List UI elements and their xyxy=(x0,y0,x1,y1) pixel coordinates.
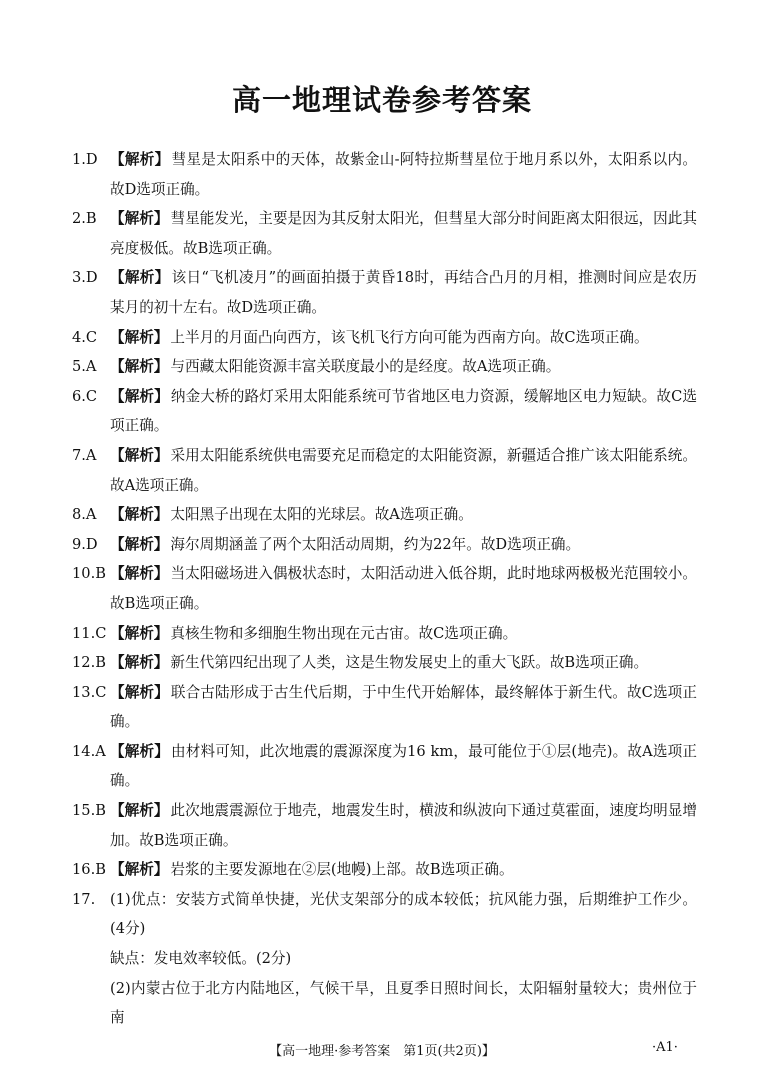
answer-text: 当太阳磁场进入偶极状态时，太阳活动进入低谷期，此时地球两极极光范围较小。故B选项正确。 xyxy=(110,565,697,612)
answer-item-8 xyxy=(72,500,697,530)
analysis-tag: 【解析】 xyxy=(110,358,169,376)
answer-item-11 xyxy=(72,619,697,649)
answer-item-6 xyxy=(72,382,697,441)
question-number: 16.B xyxy=(72,861,106,879)
answer-text: 彗星能发光，主要是因为其反射太阳光，但彗星大部分时间距离太阳很远，因此其亮度极低。故B选项正确。 xyxy=(110,210,697,257)
answer-text: 岩浆的主要发源地在②层(地幔)上部。故B选项正确。 xyxy=(170,861,514,879)
question-number: 6.C xyxy=(72,387,98,405)
answer-text: 新生代第四纪出现了人类，这是生物发展史上的重大飞跃。故B选项正确。 xyxy=(170,654,649,672)
analysis-tag: 【解析】 xyxy=(110,565,169,583)
answer-text: 该日“飞机凌月”的画面拍摄于黄昏18时，再结合凸月的月相，推测时间应是农历某月的初十左右。故D选项正确。 xyxy=(110,269,697,316)
answer-part-1: (1)优点：安装方式简单快捷，光伏支架部分的成本较低；抗风能力强，后期维护工作少。(4分) xyxy=(110,890,697,938)
answer-item-7 xyxy=(72,441,697,500)
answer-body xyxy=(110,441,697,500)
answer-body xyxy=(110,559,697,618)
answer-item-4 xyxy=(72,323,697,353)
footer-paper-code: ·A1· xyxy=(652,1040,678,1055)
answer-body xyxy=(110,323,697,353)
answer-body xyxy=(110,352,697,382)
answer-text: 此次地震震源位于地壳，地震发生时，横波和纵波向下通过莫霍面，速度均明显增加。故B选项正确。 xyxy=(110,802,697,849)
answer-item-9 xyxy=(72,530,697,560)
answer-body xyxy=(110,382,697,441)
answer-item-12 xyxy=(72,648,697,678)
question-number: 3.D xyxy=(72,269,98,287)
answer-body xyxy=(110,204,697,263)
answer-text: 太阳黑子出现在太阳的光球层。故A选项正确。 xyxy=(170,506,473,524)
analysis-tag: 【解析】 xyxy=(110,446,169,464)
question-number: 2.B xyxy=(72,210,97,228)
question-number: 9.D xyxy=(72,535,98,553)
analysis-tag: 【解析】 xyxy=(110,861,169,879)
answer-body xyxy=(110,796,697,855)
analysis-tag: 【解析】 xyxy=(110,654,169,672)
answer-body xyxy=(110,619,697,649)
answer-text: 真核生物和多细胞生物出现在元古宙。故C选项正确。 xyxy=(170,624,518,642)
answer-part-1b: 缺点：发电效率较低。(2分) xyxy=(110,950,292,968)
question-number: 8.A xyxy=(72,506,97,524)
answer-text: 由材料可知，此次地震的震源深度为16 km，最可能位于①层(地壳)。故A选项正确。 xyxy=(110,742,697,790)
analysis-tag: 【解析】 xyxy=(110,506,169,524)
question-number: 10.B xyxy=(72,565,106,583)
answer-part-2: (2)内蒙古位于北方内陆地区，气候干旱，且夏季日照时间长，太阳辐射量较大；贵州位于南 xyxy=(110,979,697,1027)
analysis-tag: 【解析】 xyxy=(110,535,169,553)
answer-item-15 xyxy=(72,796,697,855)
answer-text: 彗星是太阳系中的天体，故紫金山-阿特拉斯彗星位于地月系以外，太阳系以内。故D选项正确。 xyxy=(110,151,697,198)
answer-text: 海尔周期涵盖了两个太阳活动周期，约为22年。故D选项正确。 xyxy=(170,535,581,553)
answer-item-5 xyxy=(72,352,697,382)
answer-item-14 xyxy=(72,737,697,796)
analysis-tag: 【解析】 xyxy=(110,683,169,701)
analysis-tag: 【解析】 xyxy=(110,269,170,287)
analysis-tag: 【解析】 xyxy=(110,328,169,346)
question-number: 4.C xyxy=(72,328,98,346)
footer-page-info: 【高一地理·参考答案 第1页(共2页)】 xyxy=(269,1044,495,1059)
question-number: 13.C xyxy=(72,683,107,701)
question-number: 17. xyxy=(72,890,96,908)
page-title: 高一地理试卷参考答案 xyxy=(231,83,532,117)
answer-item-10 xyxy=(72,559,697,618)
answer-text: 上半月的月面凸向西方，该飞机飞行方向可能为西南方向。故C选项正确。 xyxy=(170,328,649,346)
answer-item-1 xyxy=(72,145,697,204)
question-number: 7.A xyxy=(72,446,97,464)
answer-body xyxy=(110,263,697,322)
answer-body xyxy=(110,885,697,1033)
analysis-tag: 【解析】 xyxy=(110,742,170,760)
answer-list xyxy=(72,145,697,1033)
answer-item-3 xyxy=(72,263,697,322)
answer-body xyxy=(110,530,697,560)
answer-text: 纳金大桥的路灯采用太阳能系统可节省地区电力资源，缓解地区电力短缺。故C选项正确。 xyxy=(110,387,697,435)
answer-text: 联合古陆形成于古生代后期，于中生代开始解体，最终解体于新生代。故C选项正确。 xyxy=(110,683,697,731)
question-number: 14.A xyxy=(72,742,106,760)
answer-body xyxy=(110,678,697,737)
answer-item-17 xyxy=(72,885,697,1033)
answer-body xyxy=(110,855,697,885)
question-number: 12.B xyxy=(72,654,106,672)
analysis-tag: 【解析】 xyxy=(110,151,170,168)
answer-body xyxy=(110,737,697,796)
question-number: 11.C xyxy=(72,624,107,642)
analysis-tag: 【解析】 xyxy=(110,387,169,405)
answer-item-16 xyxy=(72,855,697,885)
answer-item-2 xyxy=(72,204,697,263)
analysis-tag: 【解析】 xyxy=(110,210,169,228)
analysis-tag: 【解析】 xyxy=(110,802,169,820)
question-number: 5.A xyxy=(72,358,97,376)
answer-text: 与西藏太阳能资源丰富关联度最小的是经度。故A选项正确。 xyxy=(170,358,561,376)
question-number: 1.D xyxy=(72,151,98,168)
answer-text: 采用太阳能系统供电需要充足而稳定的太阳能资源，新疆适合推广该太阳能系统。故A选项正确。 xyxy=(110,446,697,494)
answer-body xyxy=(110,145,697,204)
answer-body xyxy=(110,500,697,530)
question-number: 15.B xyxy=(72,802,106,820)
answer-body xyxy=(110,648,697,678)
answer-item-13 xyxy=(72,678,697,737)
analysis-tag: 【解析】 xyxy=(110,624,169,642)
